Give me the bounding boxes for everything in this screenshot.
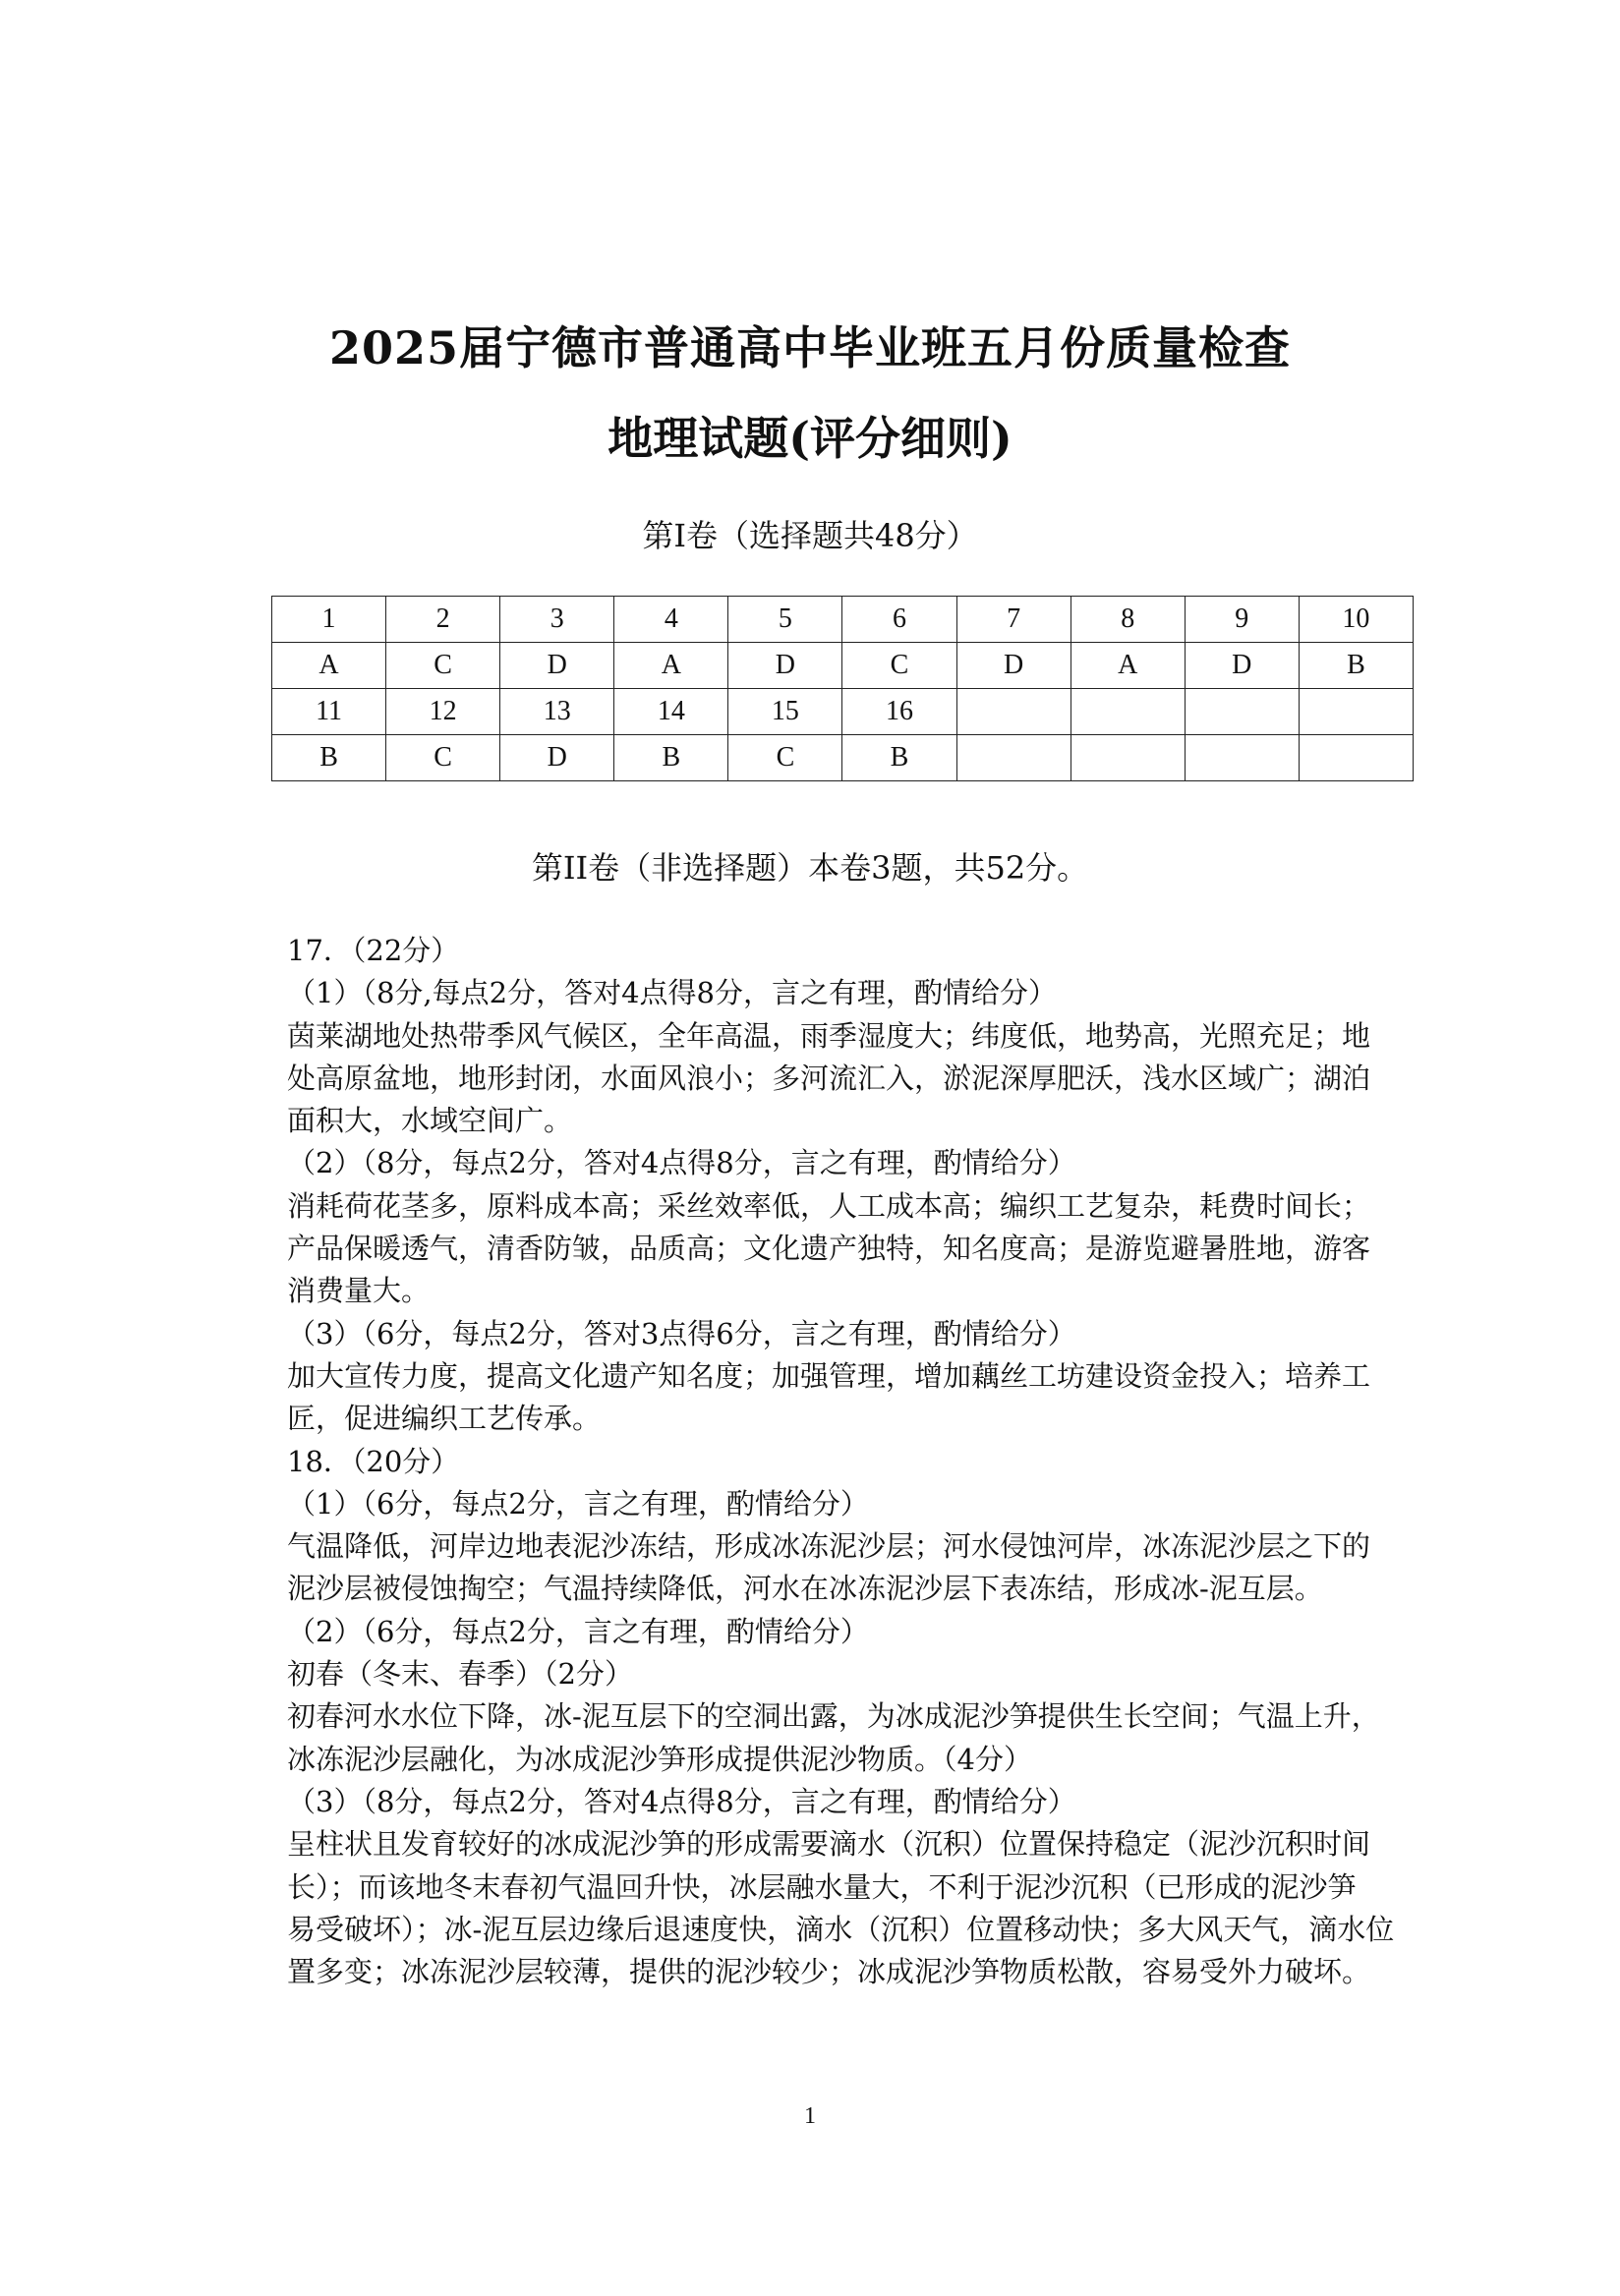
text-line: 置多变；冰冻泥沙层较薄，提供的泥沙较少；冰成泥沙笋物质松散，容易受外力破坏。 (287, 1955, 1371, 1989)
answer-cell: B (272, 735, 386, 781)
document-subtitle: 地理试题(评分细则) (608, 412, 1012, 465)
answer-cell: B (614, 735, 728, 781)
answer-cell: A (614, 643, 728, 689)
page-number: 1 (804, 2103, 816, 2129)
answer-body (287, 930, 1408, 1993)
answer-cell: B (1299, 643, 1413, 689)
answer-cell: D (500, 643, 614, 689)
answer-row (272, 643, 1414, 689)
question-number-cell: 3 (500, 597, 614, 643)
question-number-cell: 2 (386, 597, 500, 643)
answer-table (271, 596, 1414, 781)
answer-cell: B (842, 735, 956, 781)
answer-cell: C (728, 735, 842, 781)
text-line: 易受破坏）；冰-泥互层边缘后退速度快，滴水（沉积）位置移动快；多大风天气，滴水位 (287, 1912, 1395, 1946)
answer-cell: D (1185, 643, 1299, 689)
question-number-cell: 4 (614, 597, 728, 643)
document-title: 2025届宁德市普通高中毕业班五月份质量检查 (328, 321, 1292, 374)
text-line: （1）（6分，每点2分，言之有理，酌情给分） (287, 1486, 869, 1521)
answer-cell: A (272, 643, 386, 689)
question-number-cell: 8 (1070, 597, 1185, 643)
answer-cell: D (728, 643, 842, 689)
section2-heading: 第II卷（非选择题）本卷3题，共52分。 (531, 849, 1089, 887)
question-number-cell (1070, 689, 1185, 735)
answer-cell (1299, 735, 1413, 781)
answer-cell (1070, 735, 1185, 781)
question-number-row (272, 689, 1414, 735)
answer-cell: C (386, 643, 500, 689)
answer-cell: D (500, 735, 614, 781)
question-number-cell: 11 (272, 689, 386, 735)
question-number-cell: 13 (500, 689, 614, 735)
text-line: 初春（冬末、春季）（2分） (287, 1657, 633, 1692)
section1-heading: 第I卷（选择题共48分） (642, 517, 978, 554)
text-line: （2）（8分，每点2分，答对4点得8分，言之有理，酌情给分） (287, 1146, 1076, 1180)
text-line: 消耗荷花茎多，原料成本高；采丝效率低，人工成本高；编织工艺复杂，耗费时间长； (287, 1188, 1371, 1223)
answer-row (272, 735, 1414, 781)
text-line: 呈柱状且发育较好的冰成泥沙笋的形成需要滴水（沉积）位置保持稳定（泥沙沉积时间 (287, 1827, 1371, 1862)
question-number-cell: 15 (728, 689, 842, 735)
question-number-cell: 1 (272, 597, 386, 643)
text-line: 处高原盆地，地形封闭，水面风浪小；多河流汇入，淤泥深厚肥沃，浅水区域广；湖泊 (287, 1061, 1371, 1095)
question-number-row (272, 597, 1414, 643)
text-line: 产品保暖透气，清香防皱，品质高；文化遗产独特，知名度高；是游览避暑胜地，游客 (287, 1232, 1371, 1266)
answer-cell: C (386, 735, 500, 781)
text-line: 匠，促进编织工艺传承。 (287, 1402, 602, 1436)
text-line: 消费量大。 (287, 1274, 431, 1308)
text-line: （2）（6分，每点2分，言之有理，酌情给分） (287, 1614, 869, 1648)
question-number-cell (1299, 689, 1413, 735)
text-line: （3）（8分，每点2分，答对4点得8分，言之有理，酌情给分） (287, 1784, 1076, 1818)
question-number-cell: 14 (614, 689, 728, 735)
text-line: 长）；而该地冬末春初气温回升快，冰层融水量大，不利于泥沙沉积（已形成的泥沙笋 (287, 1869, 1357, 1904)
question-number-cell: 10 (1299, 597, 1413, 643)
question-number-cell: 5 (728, 597, 842, 643)
text-line: 茵莱湖地处热带季风气候区，全年高温，雨季湿度大；纬度低，地势高，光照充足；地 (287, 1018, 1371, 1053)
question-number-cell: 12 (386, 689, 500, 735)
text-line: 18．（20分） (287, 1444, 460, 1478)
question-number-cell: 6 (842, 597, 956, 643)
text-line: （1）（8分,每点2分，答对4点得8分，言之有理，酌情给分） (287, 976, 1057, 1010)
text-line: 初春河水水位下降，冰-泥互层下的空洞出露，为冰成泥沙笋提供生长空间；气温上升， (287, 1699, 1380, 1734)
question-number-cell: 9 (1185, 597, 1299, 643)
text-line: 泥沙层被侵蚀掏空；气温持续降低，河水在冰冻泥沙层下表冻结，形成冰-泥互层。 (287, 1572, 1323, 1606)
text-line: （3）（6分，每点2分，答对3点得6分，言之有理，酌情给分） (287, 1316, 1076, 1350)
answer-cell (956, 735, 1070, 781)
answer-cell: D (956, 643, 1070, 689)
question-number-cell (1185, 689, 1299, 735)
text-line: 冰冻泥沙层融化，为冰成泥沙笋形成提供泥沙物质。（4分） (287, 1742, 1032, 1776)
question-number-cell (956, 689, 1070, 735)
answer-cell (1185, 735, 1299, 781)
text-line: 气温降低，河岸边地表泥沙冻结，形成冰冻泥沙层；河水侵蚀河岸，冰冻泥沙层之下的 (287, 1529, 1371, 1564)
question-number-cell: 7 (956, 597, 1070, 643)
text-line: 17．（22分） (287, 934, 460, 967)
question-number-cell: 16 (842, 689, 956, 735)
answer-cell: C (842, 643, 956, 689)
text-line: 面积大，水域空间广。 (287, 1104, 573, 1138)
answer-cell: A (1070, 643, 1185, 689)
text-line: 加大宣传力度，提高文化遗产知名度；加强管理，增加藕丝工坊建设资金投入；培养工 (287, 1358, 1371, 1393)
